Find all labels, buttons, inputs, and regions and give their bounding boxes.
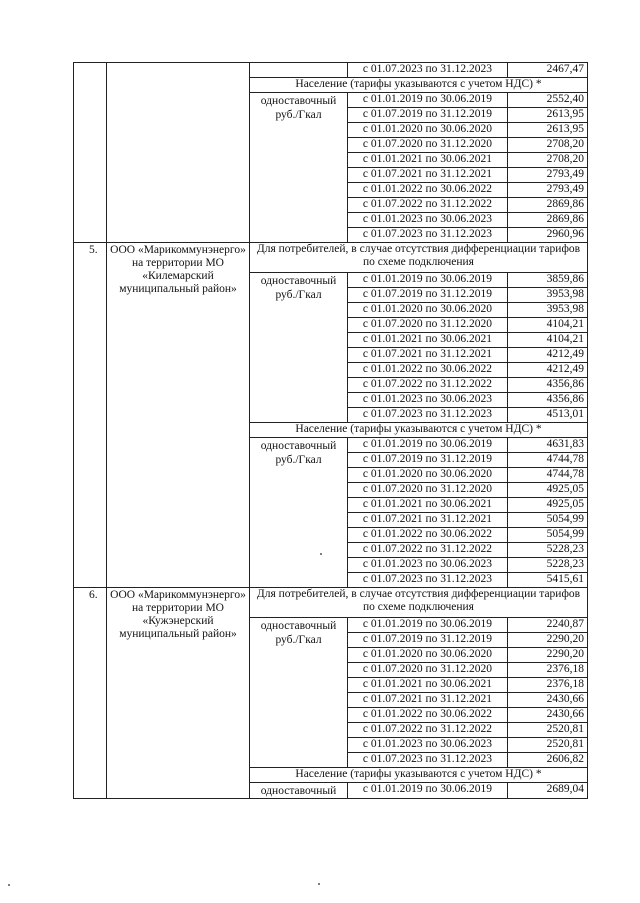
- tariff-value: 5228,23: [508, 543, 588, 558]
- organization-name: [107, 63, 250, 243]
- tariff-period: с 01.01.2023 по 30.06.2023: [348, 393, 508, 408]
- tariff-value: 4925,05: [508, 498, 588, 513]
- tariff-period: с 01.07.2022 по 31.12.2022: [348, 378, 508, 393]
- tariff-period: с 01.01.2021 по 30.06.2021: [348, 333, 508, 348]
- tariff-value: 2290,20: [508, 648, 588, 663]
- tariff-period: с 01.01.2021 по 30.06.2021: [348, 498, 508, 513]
- tariff-value: 2290,20: [508, 633, 588, 648]
- tariff-kind: [250, 783, 348, 799]
- tariff-period: с 01.07.2019 по 31.12.2019: [348, 633, 508, 648]
- tariff-kind: [250, 618, 348, 768]
- scan-speck: [320, 553, 322, 555]
- tariff-value: 4513,01: [508, 408, 588, 423]
- tariff-value: 2689,04: [508, 783, 588, 799]
- tariff-value: 5415,61: [508, 573, 588, 588]
- group-header-row: [74, 243, 588, 273]
- tariff-period: с 01.07.2023 по 31.12.2023: [348, 408, 508, 423]
- tariff-unit: руб./Гкал: [275, 634, 322, 646]
- tariff-period: с 01.01.2022 по 30.06.2022: [348, 708, 508, 723]
- tariff-period: с 01.07.2022 по 31.12.2022: [348, 543, 508, 558]
- tariff-period: с 01.01.2019 по 30.06.2019: [348, 783, 508, 799]
- tariff-value: 2520,81: [508, 738, 588, 753]
- consumer-group-header: Для потребителей, в случае отсутствия дифференциации тарифов по схеме подключения: [250, 588, 588, 618]
- tariff-value: 2960,96: [508, 228, 588, 243]
- tariff-period: с 01.01.2019 по 30.06.2019: [348, 93, 508, 108]
- tariff-value: 2869,86: [508, 213, 588, 228]
- tariff-value: 2708,20: [508, 138, 588, 153]
- row-number: [74, 63, 107, 243]
- tariff-period: с 01.01.2019 по 30.06.2019: [348, 618, 508, 633]
- tariff-value: 2430,66: [508, 693, 588, 708]
- tariff-kind-label: одноставочный: [260, 440, 337, 452]
- tariff-kind: [250, 273, 348, 423]
- tariff-value: 4212,49: [508, 348, 588, 363]
- tariff-period: с 01.07.2023 по 31.12.2023: [348, 63, 508, 78]
- organization-name: ООО «Марикоммунэнерго» на территории МО «Килемарский муниципальный район»: [107, 243, 250, 588]
- group-header-row: [74, 588, 588, 618]
- tariff-kind: [250, 93, 348, 243]
- tariff-value: 3953,98: [508, 303, 588, 318]
- tariff-row: [74, 63, 588, 78]
- tariff-period: с 01.07.2021 по 31.12.2021: [348, 693, 508, 708]
- tariff-value: 2613,95: [508, 123, 588, 138]
- tariff-period: с 01.07.2021 по 31.12.2021: [348, 513, 508, 528]
- tariff-value: 3859,86: [508, 273, 588, 288]
- tariff-kind-label: одноставочный: [260, 785, 337, 797]
- tariff-period: с 01.01.2023 по 30.06.2023: [348, 738, 508, 753]
- tariff-period: с 01.01.2023 по 30.06.2023: [348, 558, 508, 573]
- tariff-period: с 01.07.2021 по 31.12.2021: [348, 348, 508, 363]
- tariff-period: с 01.01.2023 по 30.06.2023: [348, 213, 508, 228]
- tariff-value: 2793,49: [508, 183, 588, 198]
- tariff-period: с 01.01.2020 по 30.06.2020: [348, 123, 508, 138]
- tariff-period: с 01.01.2020 по 30.06.2020: [348, 303, 508, 318]
- tariff-value: 2376,18: [508, 663, 588, 678]
- tariff-value: 2708,20: [508, 153, 588, 168]
- tariff-value: 2793,49: [508, 168, 588, 183]
- tariff-period: с 01.07.2023 по 31.12.2023: [348, 573, 508, 588]
- tariff-period: с 01.07.2023 по 31.12.2023: [348, 753, 508, 768]
- tariff-period: с 01.07.2022 по 31.12.2022: [348, 198, 508, 213]
- tariff-table: [73, 62, 588, 799]
- tariff-period: с 01.07.2019 по 31.12.2019: [348, 453, 508, 468]
- tariff-unit: руб./Гкал: [275, 454, 322, 466]
- tariff-value: 2240,87: [508, 618, 588, 633]
- tariff-unit: руб./Гкал: [275, 289, 322, 301]
- tariff-period: с 01.01.2021 по 30.06.2021: [348, 678, 508, 693]
- tariff-period: с 01.01.2020 по 30.06.2020: [348, 468, 508, 483]
- tariff-value: 4212,49: [508, 363, 588, 378]
- tariff-period: с 01.07.2020 по 31.12.2020: [348, 318, 508, 333]
- consumer-group-header: Население (тарифы указываются с учетом НДС) *: [250, 423, 588, 438]
- tariff-period: с 01.07.2020 по 31.12.2020: [348, 138, 508, 153]
- tariff-period: с 01.01.2020 по 30.06.2020: [348, 648, 508, 663]
- tariff-value: 2467,47: [508, 63, 588, 78]
- tariff-period: с 01.01.2021 по 30.06.2021: [348, 153, 508, 168]
- tariff-period: с 01.07.2022 по 31.12.2022: [348, 723, 508, 738]
- tariff-value: 2552,40: [508, 93, 588, 108]
- tariff-value: 4631,83: [508, 438, 588, 453]
- tariff-period: с 01.07.2021 по 31.12.2021: [348, 168, 508, 183]
- organization-name: ООО «Марикоммунэнерго» на территории МО «Кужэнерский муниципальный район»: [107, 588, 250, 799]
- tariff-value: 4744,78: [508, 453, 588, 468]
- tariff-period: с 01.01.2022 по 30.06.2022: [348, 363, 508, 378]
- tariff-kind-label: одноставочный: [260, 275, 337, 287]
- scan-speck: [318, 883, 320, 885]
- tariff-value: 3953,98: [508, 288, 588, 303]
- tariff-period: с 01.07.2023 по 31.12.2023: [348, 228, 508, 243]
- tariff-period: с 01.01.2022 по 30.06.2022: [348, 183, 508, 198]
- tariff-value: 5054,99: [508, 513, 588, 528]
- tariff-unit: руб./Гкал: [275, 109, 322, 121]
- tariff-period: с 01.01.2019 по 30.06.2019: [348, 438, 508, 453]
- tariff-value: 2520,81: [508, 723, 588, 738]
- tariff-value: 2376,18: [508, 678, 588, 693]
- tariff-value: 2430,66: [508, 708, 588, 723]
- tariff-period: с 01.07.2019 по 31.12.2019: [348, 288, 508, 303]
- tariff-value: 4104,21: [508, 333, 588, 348]
- tariff-value: 5228,23: [508, 558, 588, 573]
- consumer-group-header: Для потребителей, в случае отсутствия дифференциации тарифов по схеме подключения: [250, 243, 588, 273]
- tariff-value: 2606,82: [508, 753, 588, 768]
- consumer-group-header: Население (тарифы указываются с учетом НДС) *: [250, 768, 588, 783]
- tariff-value: 5054,99: [508, 528, 588, 543]
- tariff-kind-label: одноставочный: [260, 620, 337, 632]
- tariff-table-body: [74, 63, 588, 799]
- tariff-period: с 01.07.2019 по 31.12.2019: [348, 108, 508, 123]
- tariff-kind: [250, 438, 348, 588]
- tariff-value: 2613,95: [508, 108, 588, 123]
- tariff-value: 4104,21: [508, 318, 588, 333]
- tariff-value: 4925,05: [508, 483, 588, 498]
- tariff-period: с 01.07.2020 по 31.12.2020: [348, 663, 508, 678]
- tariff-period: с 01.01.2019 по 30.06.2019: [348, 273, 508, 288]
- tariff-kind-label: одноставочный: [260, 95, 337, 107]
- tariff-value: 4356,86: [508, 378, 588, 393]
- tariff-kind: [250, 63, 348, 78]
- consumer-group-header: Население (тарифы указываются с учетом НДС) *: [250, 78, 588, 93]
- tariff-period: с 01.01.2022 по 30.06.2022: [348, 528, 508, 543]
- row-number: 5.: [74, 243, 107, 588]
- tariff-value: 4744,78: [508, 468, 588, 483]
- tariff-period: с 01.07.2020 по 31.12.2020: [348, 483, 508, 498]
- tariff-value: 4356,86: [508, 393, 588, 408]
- row-number: 6.: [74, 588, 107, 799]
- tariff-value: 2869,86: [508, 198, 588, 213]
- scan-speck: [8, 884, 10, 886]
